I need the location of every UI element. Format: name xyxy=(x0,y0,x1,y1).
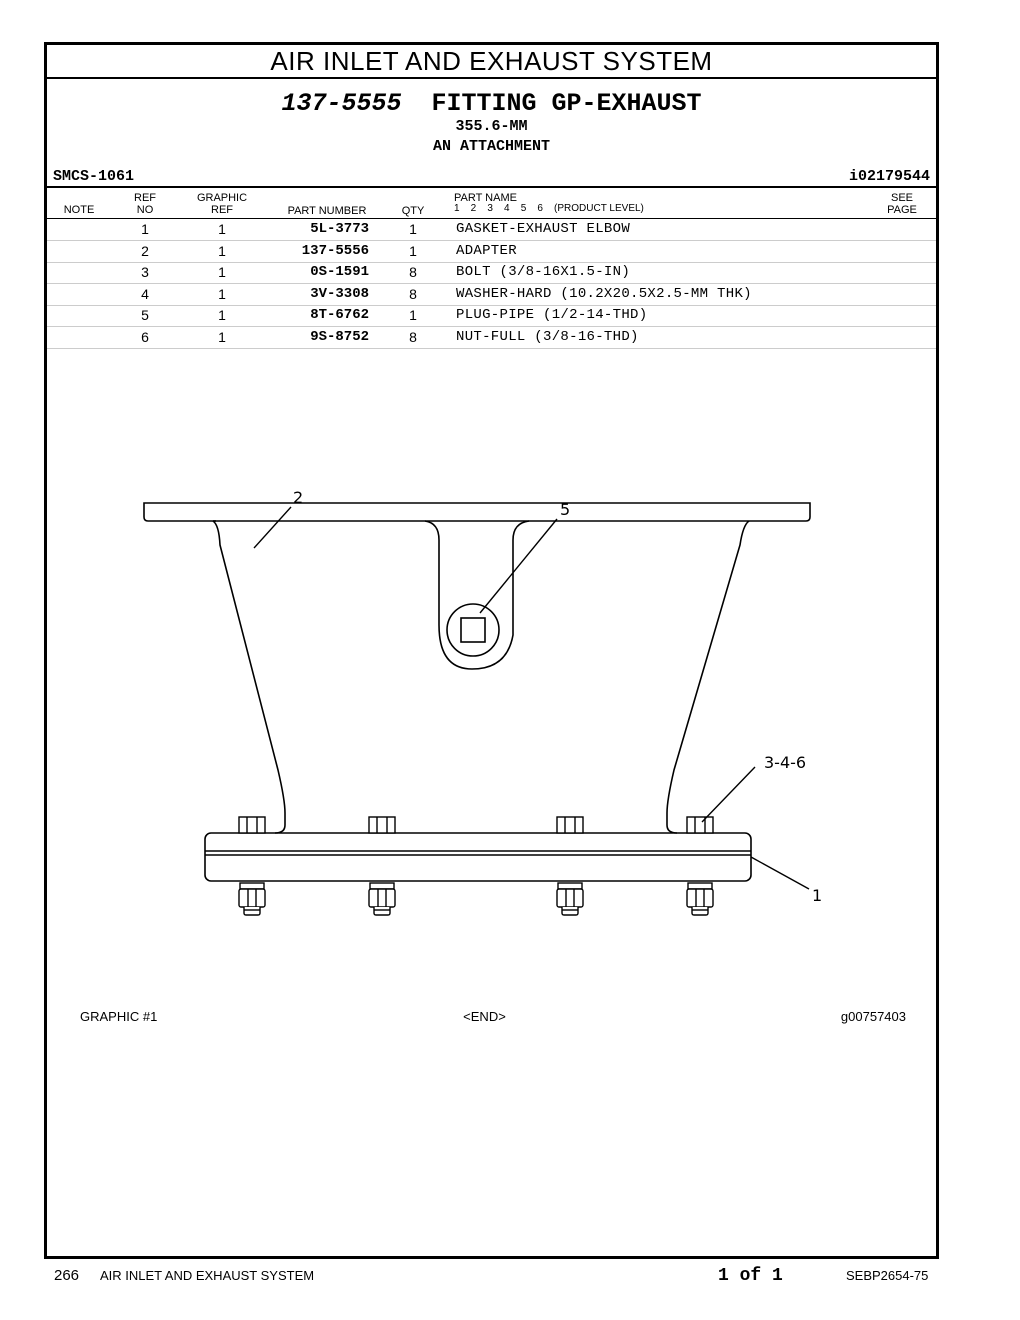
footer-section: AIR INLET AND EXHAUST SYSTEM xyxy=(100,1268,315,1283)
bolt-heads xyxy=(239,817,713,833)
ref-no: 6 xyxy=(141,329,149,345)
part-name: PLUG-PIPE (1/2-14-THD) xyxy=(456,307,648,324)
part-name: GASKET-EXHAUST ELBOW xyxy=(456,221,631,237)
part-number: 3V-3308 xyxy=(310,285,369,302)
part-name: WASHER-HARD (10.2X20.5X2.5-MM THK) xyxy=(456,285,752,302)
col-note: NOTE xyxy=(63,204,95,216)
leader-lines xyxy=(254,507,809,889)
exhaust-fitting-drawing xyxy=(47,45,936,1256)
subtitle-attachment: AN ATTACHMENT xyxy=(432,138,551,155)
ref-no: 5 xyxy=(141,307,149,324)
part-number: 5L-3773 xyxy=(310,221,369,237)
col-see-1: SEE xyxy=(890,192,913,204)
quantity: 8 xyxy=(409,264,417,281)
part-name: ADAPTER xyxy=(456,242,517,259)
graphic-ref: 1 xyxy=(218,264,226,281)
callout-1: 1 xyxy=(812,886,823,905)
ref-no: 3 xyxy=(141,264,149,281)
part-number: 137-5556 xyxy=(301,242,369,259)
col-ref-1: REF xyxy=(134,192,156,204)
col-part-number: PART NUMBER xyxy=(287,205,367,217)
info-id: i02179544 xyxy=(848,168,930,185)
page-frame xyxy=(44,42,939,1259)
part-name: NUT-FULL (3/8-16-THD) xyxy=(456,329,639,345)
col-graphic-1: GRAPHIC xyxy=(196,192,248,204)
nuts xyxy=(239,883,713,915)
part-number: 0S-1591 xyxy=(310,264,369,281)
graphic-id: g00757403 xyxy=(840,1009,906,1024)
quantity: 8 xyxy=(409,285,417,302)
title-part-number: 137-5555 xyxy=(281,89,402,118)
title-part-name: FITTING GP-EXHAUST xyxy=(431,89,702,118)
part-name: BOLT (3/8-16X1.5-IN) xyxy=(456,264,631,281)
subtitle-size: 355.6-MM xyxy=(455,118,528,135)
graphic-label: GRAPHIC #1 xyxy=(80,1009,158,1024)
end-marker: <END> xyxy=(463,1009,506,1024)
col-see-2: PAGE xyxy=(887,204,917,216)
part-number: 9S-8752 xyxy=(310,329,369,345)
graphic-ref: 1 xyxy=(218,221,226,237)
quantity: 1 xyxy=(409,221,417,237)
ref-no: 1 xyxy=(141,221,149,237)
col-product-level: 1 2 3 4 5 6 (PRODUCT LEVEL) xyxy=(454,203,644,214)
graphic-ref: 1 xyxy=(218,285,226,302)
quantity: 1 xyxy=(409,307,417,324)
page-of: 1 of 1 xyxy=(718,1266,783,1286)
col-part-name: PART NAME xyxy=(454,192,517,204)
col-qty: QTY xyxy=(401,205,425,217)
callout-3-4-6: 3-4-6 xyxy=(764,753,807,772)
callout-2: 2 xyxy=(293,488,304,507)
col-ref-2: NO xyxy=(136,204,154,216)
smcs-code: SMCS-1061 xyxy=(53,168,135,185)
graphic-ref: 1 xyxy=(218,307,226,324)
callout-5: 5 xyxy=(560,500,571,519)
quantity: 1 xyxy=(409,242,417,259)
graphic-ref: 1 xyxy=(218,329,226,345)
section-title: AIR INLET AND EXHAUST SYSTEM xyxy=(47,45,936,79)
doc-number: SEBP2654-75 xyxy=(846,1268,929,1283)
page-number: 266 xyxy=(54,1267,80,1284)
col-graphic-2: REF xyxy=(211,204,233,216)
quantity: 8 xyxy=(409,329,417,345)
graphic-ref: 1 xyxy=(218,242,226,259)
ref-no: 4 xyxy=(141,285,149,302)
part-number: 8T-6762 xyxy=(310,307,369,324)
ref-no: 2 xyxy=(141,242,149,259)
